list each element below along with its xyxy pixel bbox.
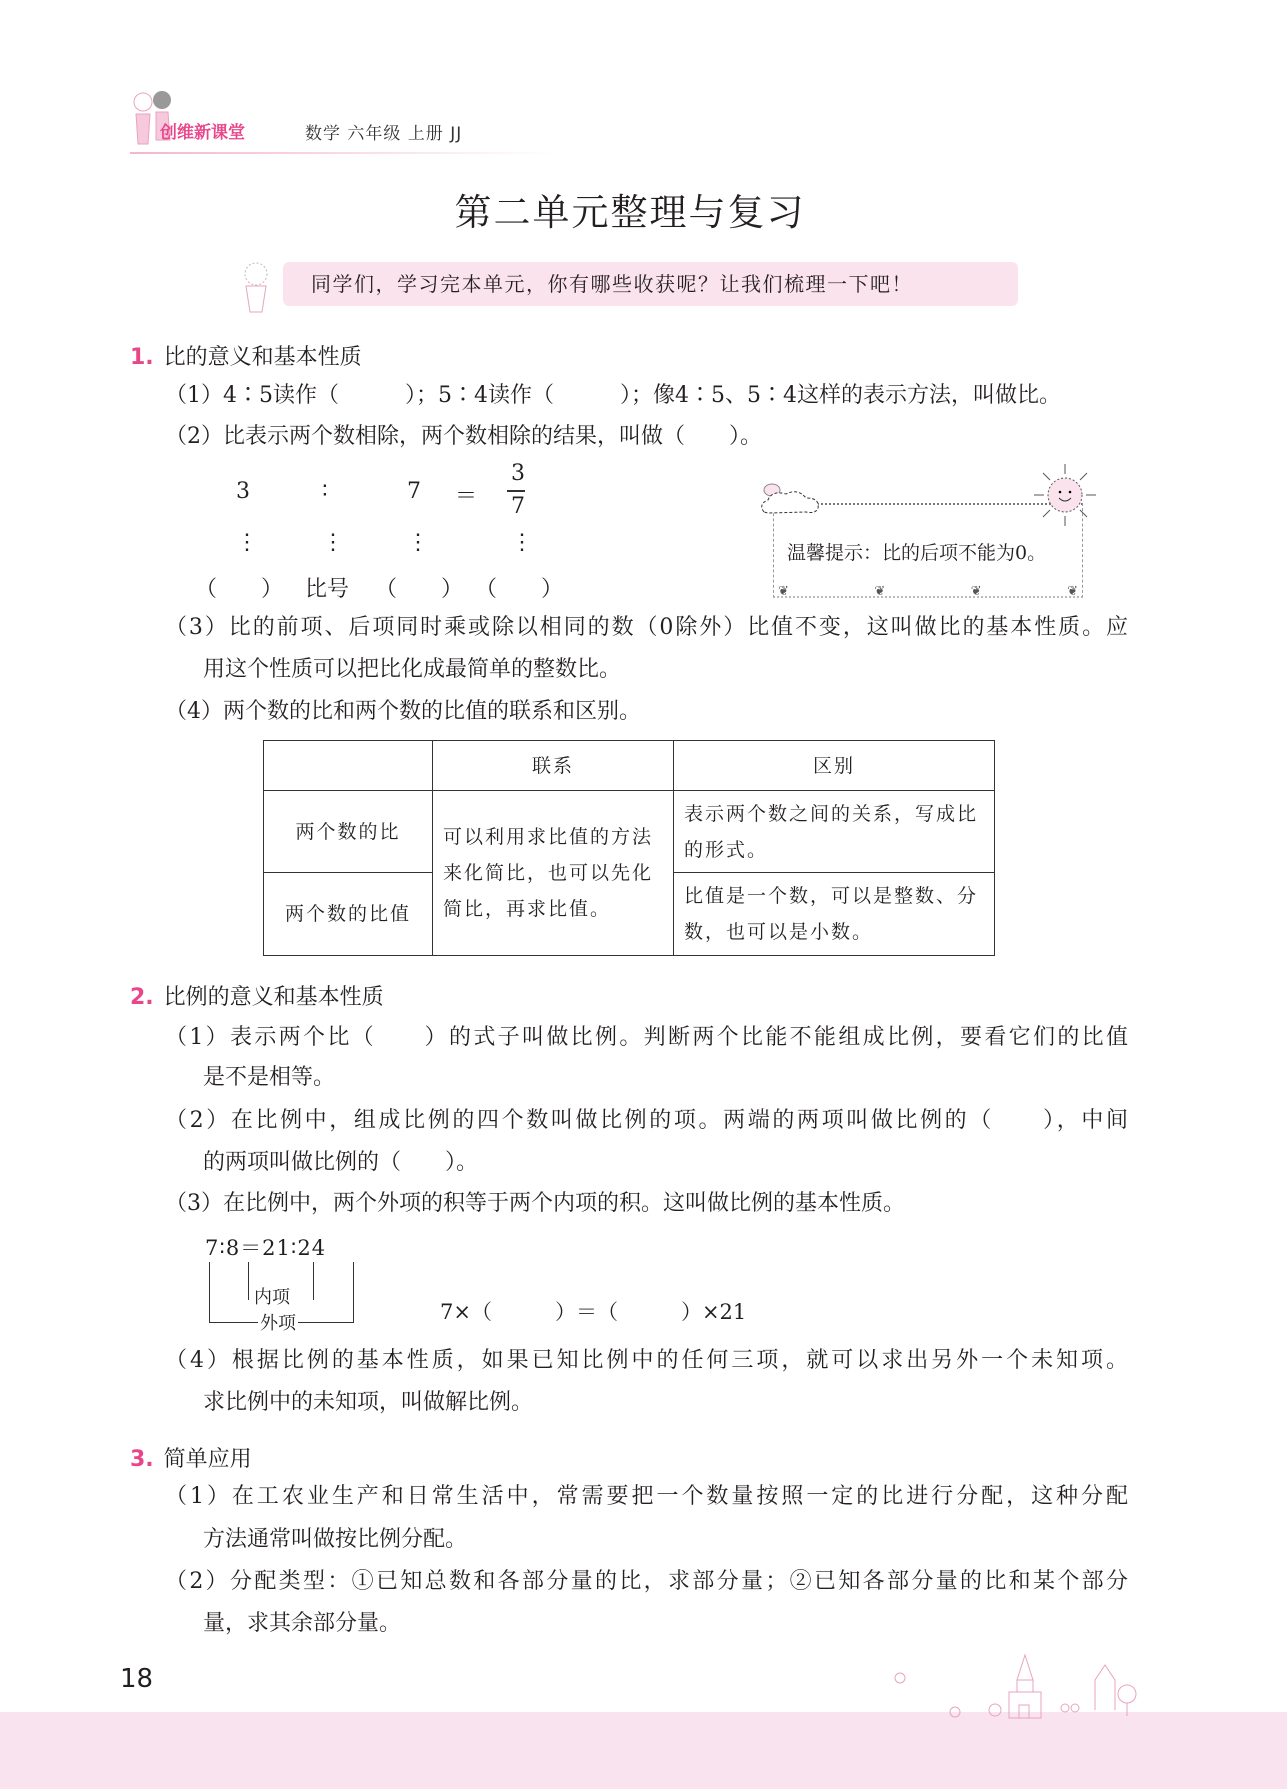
answer-blank[interactable]: （ ） bbox=[375, 577, 464, 602]
bihao-label: 比号 bbox=[305, 577, 350, 602]
s2-line-2: （2）在比例中，组成比例的四个数叫做比例的项。两端的两项叫做比例的（ ），中间 bbox=[165, 1108, 1128, 1133]
s3-line-1-cont: 方法通常叫做按比例分配。 bbox=[203, 1527, 468, 1552]
s2-line-1-cont: 是不是相等。 bbox=[203, 1065, 336, 1090]
s1-line-4: （4）两个数的比和两个数的比值的联系和区别。 bbox=[165, 699, 641, 724]
s1-line-3-cont: 用这个性质可以把比化成最简单的整数比。 bbox=[203, 657, 622, 682]
fill-in-equation: 7×（ ）＝（ ）×21 bbox=[440, 1300, 747, 1324]
ratio-colon: ∶ bbox=[322, 479, 328, 504]
answer-blank[interactable]: （ ） bbox=[475, 577, 564, 602]
fraction-denominator: 7 bbox=[511, 494, 525, 519]
tip-text: 温馨提示：比的后项不能为0。 bbox=[787, 542, 1047, 564]
s3-line-2: （2）分配类型：①已知总数和各部分量的比，求部分量；②已知各部分量的比和某个部分 bbox=[165, 1569, 1128, 1594]
s2-line-4-cont: 求比例中的未知项，叫做解比例。 bbox=[203, 1390, 534, 1415]
row-label: 两个数的比 bbox=[264, 791, 433, 873]
table-header-row bbox=[264, 741, 995, 791]
leaf-icon: ❦ bbox=[970, 584, 982, 599]
fraction-bar bbox=[507, 490, 525, 492]
girl-icon bbox=[236, 258, 276, 314]
leaf-row bbox=[778, 584, 1078, 599]
answer-blank[interactable]: （ ） bbox=[195, 577, 284, 602]
book-subtitle: 数学 六年级 上册 JJ bbox=[305, 124, 463, 144]
s2-line-1: （1）表示两个比（ ）的式子叫做比例。判断两个比能不能组成比例，要看它们的比值 bbox=[165, 1025, 1128, 1050]
sun-icon bbox=[1030, 462, 1100, 532]
inner-terms-label: 内项 bbox=[254, 1283, 290, 1309]
consequent: 7 bbox=[407, 479, 421, 504]
page-title: 第二单元整理与复习 bbox=[454, 191, 806, 234]
dots: ⋮ bbox=[236, 530, 258, 555]
proportion-expression: 7∶8＝21∶24 bbox=[205, 1236, 327, 1260]
s1-line-1: （1）4∶5读作（ ）；5∶4读作（ ）；像4∶5、5∶4这样的表示方法，叫做比。 bbox=[165, 383, 1061, 408]
comparison-table bbox=[263, 740, 995, 956]
cloud-icon bbox=[758, 482, 830, 522]
s1-line-2: （2）比表示两个数相除，两个数相除的结果，叫做（ ）。 bbox=[165, 424, 762, 449]
castle-illustration bbox=[885, 1650, 1165, 1724]
s2-line-3: （3）在比例中，两个外项的积等于两个内项的积。这叫做比例的基本性质。 bbox=[165, 1191, 905, 1216]
header-cell: 区别 bbox=[674, 741, 995, 791]
brand-name: 创维新课堂 bbox=[160, 123, 245, 143]
diff-cell: 表示两个数之间的关系，写成比的形式。 bbox=[674, 791, 995, 873]
leaf-icon: ❦ bbox=[778, 584, 789, 599]
link-cell: 可以利用求比值的方法来化简比，也可以先化简比，再求比值。 bbox=[433, 791, 674, 956]
s1-line-3: （3）比的前项、后项同时乘或除以相同的数（0除外）比值不变，这叫做比的基本性质。应 bbox=[165, 615, 1128, 640]
header-cell: 联系 bbox=[433, 741, 674, 791]
leaf-icon: ❦ bbox=[1067, 584, 1078, 599]
dots: ⋮ bbox=[511, 530, 533, 555]
s2-line-4: （4）根据比例的基本性质，如果已知比例中的任何三项，就可以求出另外一个未知项。 bbox=[165, 1348, 1128, 1373]
equals: ＝ bbox=[455, 484, 478, 509]
s3-line-2-cont: 量，求其余部分量。 bbox=[203, 1611, 402, 1636]
dots: ⋮ bbox=[407, 530, 429, 555]
intro-banner: 同学们，学习完本单元，你有哪些收获呢？让我们梳理一下吧！ bbox=[283, 262, 1018, 306]
header-cell bbox=[264, 741, 433, 791]
section-3-heading: 3. 简单应用 bbox=[130, 1447, 252, 1472]
diff-cell: 比值是一个数，可以是整数、分数，也可以是小数。 bbox=[674, 873, 995, 956]
section-2-heading: 2. 比例的意义和基本性质 bbox=[130, 985, 384, 1010]
table-row bbox=[264, 791, 995, 873]
fraction-numerator: 3 bbox=[511, 461, 525, 486]
header-underline bbox=[130, 152, 560, 154]
dots: ⋮ bbox=[322, 530, 344, 555]
section-1-heading: 1. 比的意义和基本性质 bbox=[130, 345, 362, 370]
s2-line-2-cont: 的两项叫做比例的（ ）。 bbox=[203, 1150, 479, 1175]
s3-line-1: （1）在工农业生产和日常生活中，常需要把一个数量按照一定的比进行分配，这种分配 bbox=[165, 1484, 1128, 1509]
leaf-icon: ❦ bbox=[874, 584, 886, 599]
antecedent: 3 bbox=[236, 479, 250, 504]
row-label: 两个数的比值 bbox=[264, 873, 433, 956]
outer-terms-label: 外项 bbox=[258, 1309, 298, 1335]
page-number: 18 bbox=[120, 1664, 154, 1694]
